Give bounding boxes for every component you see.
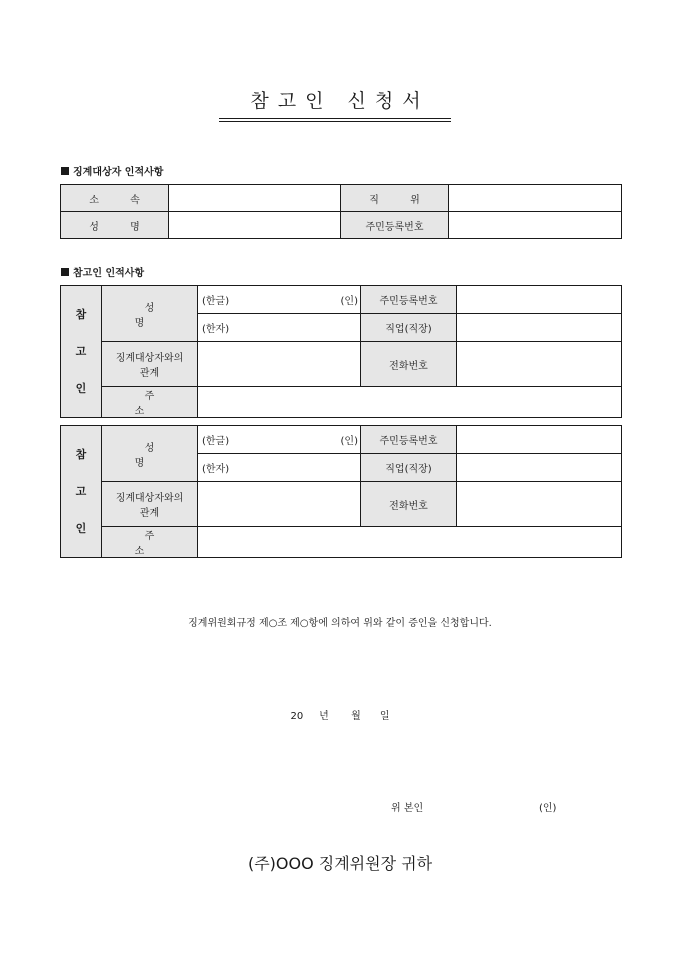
- witness-table-1: [60, 285, 622, 418]
- witness-phone-field[interactable]: [457, 342, 622, 387]
- witness-relation-field[interactable]: [198, 342, 361, 387]
- date-month: 월: [351, 711, 361, 722]
- subject-resident-no-label: 주민등록번호: [341, 212, 449, 239]
- square-bullet-icon: [61, 167, 69, 175]
- witness-job-label: 직업(직장): [361, 314, 457, 342]
- witness-name-hanja-field[interactable]: (한자): [198, 314, 361, 342]
- witness-address-label: 주 소: [134, 531, 175, 557]
- page-title: 참고인 신청서: [250, 90, 430, 112]
- signer-seal: (인): [539, 803, 557, 814]
- subject-name-label: 성 명: [89, 221, 154, 233]
- witness-job-field[interactable]: [457, 454, 622, 482]
- affiliation-field[interactable]: [169, 185, 341, 212]
- witness-name-hangul-field[interactable]: (한글) (인): [198, 426, 361, 454]
- witness-address-label: 주 소: [134, 391, 175, 417]
- date-day: 일: [379, 711, 390, 722]
- position-label: 직 위: [369, 194, 434, 206]
- witness-phone-field[interactable]: [457, 482, 622, 527]
- section-heading-subject: 징계대상자 인적사항: [61, 163, 163, 178]
- witness-resident-no-label: 주민등록번호: [361, 426, 457, 454]
- affiliation-label: 소 속: [89, 194, 154, 206]
- witness-job-field[interactable]: [457, 314, 622, 342]
- subject-info-table: [60, 184, 622, 239]
- witness-name-label: 성 명: [134, 442, 175, 469]
- witness-job-label: 직업(직장): [361, 454, 457, 482]
- witness-phone-label: 전화번호: [361, 342, 457, 387]
- witness-side-label: 참 고 인: [61, 286, 102, 418]
- subject-resident-no-field[interactable]: [449, 212, 622, 239]
- witness-side-label: 참 고 인: [61, 426, 102, 558]
- date-year-prefix: 20: [290, 711, 304, 722]
- signer-label: 위 본인: [391, 803, 424, 814]
- subject-name-field[interactable]: [169, 212, 341, 239]
- witness-relation-label: 징계대상자와의 관계: [102, 342, 198, 387]
- witness-address-field[interactable]: [198, 527, 622, 558]
- witness-table-2: [60, 425, 622, 558]
- witness-relation-label: 징계대상자와의 관계: [102, 482, 198, 527]
- witness-resident-no-field[interactable]: [457, 426, 622, 454]
- title-underline-bottom: [219, 121, 451, 122]
- witness-resident-no-label: 주민등록번호: [361, 286, 457, 314]
- title-underline-top: [219, 118, 451, 119]
- square-bullet-icon: [61, 268, 69, 276]
- witness-name-label: 성 명: [134, 302, 175, 329]
- section-heading-witness: 참고인 인적사항: [61, 264, 144, 279]
- recipient-line: (주)OOO 징계위원장 귀하: [247, 854, 433, 873]
- witness-address-field[interactable]: [198, 387, 622, 418]
- witness-name-hanja-field[interactable]: (한자): [198, 454, 361, 482]
- witness-name-hangul-field[interactable]: (한글) (인): [198, 286, 361, 314]
- date-line: [0, 707, 680, 722]
- witness-resident-no-field[interactable]: [457, 286, 622, 314]
- date-year: 년: [319, 711, 329, 722]
- position-field[interactable]: [449, 185, 622, 212]
- witness-relation-field[interactable]: [198, 482, 361, 527]
- application-statement: 징계위원회규정 제○조 제○항에 의하여 위와 같이 증인을 신청합니다.: [188, 618, 492, 629]
- witness-phone-label: 전화번호: [361, 482, 457, 527]
